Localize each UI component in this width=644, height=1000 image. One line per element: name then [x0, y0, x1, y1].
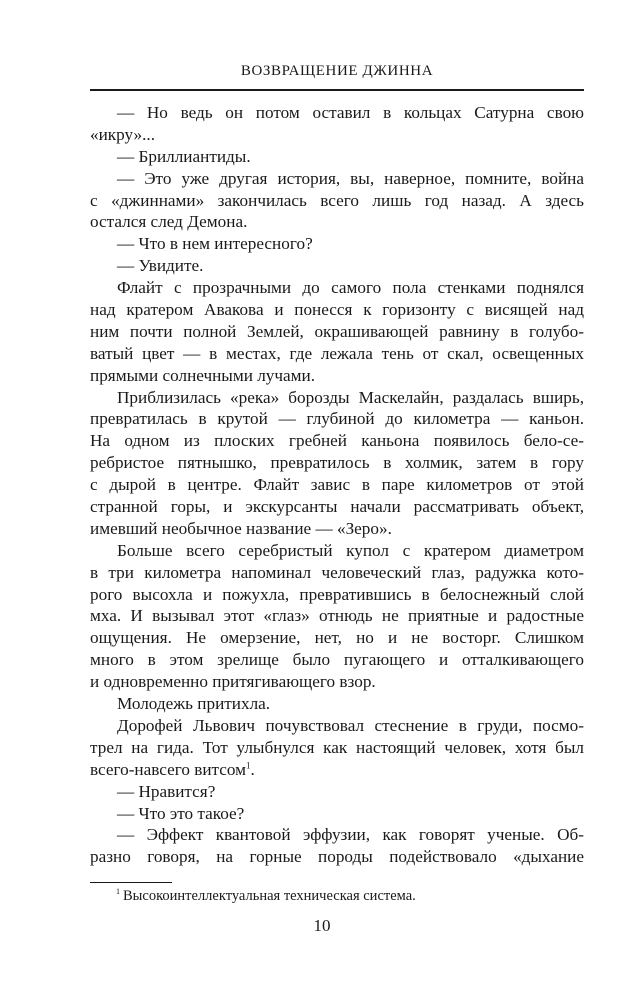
text-line: [90, 255, 584, 277]
line-text: — Но ведь он потом оставил в кольцах Сатурна свою: [117, 103, 584, 122]
text-line: [90, 321, 584, 343]
text-line: [90, 452, 584, 474]
body-text: [90, 102, 584, 868]
text-line: [90, 759, 584, 781]
text-line: [90, 365, 584, 387]
header-rule: [90, 89, 584, 91]
line-text: — Это уже другая история, вы, наверное, помните, война: [117, 168, 584, 188]
text-line: [90, 540, 584, 562]
line-text: На одном из плоских гребней каньона появилось бело-се-: [90, 431, 584, 451]
text-line: [90, 693, 584, 715]
line-text: всего-навсего витсом: [90, 759, 247, 779]
line-text: мха. И вызывал этот «глаз» отнюдь не приятные и радостные: [90, 606, 584, 626]
line-text: — Увидите.: [117, 256, 204, 276]
text-line: [90, 737, 584, 759]
text-line: [90, 408, 584, 430]
line-text: Больше всего серебристый купол с кратером диаметром: [117, 540, 584, 560]
text-line: [90, 803, 584, 825]
line-text: — Что в нем интересного?: [117, 234, 313, 254]
line-text: над кратером Авакова и понесся к горизонту с висящей над: [90, 300, 584, 320]
text-line: [90, 190, 584, 212]
line-text: разно говоря, на горные породы подействовало «дыхание: [90, 847, 584, 867]
text-line: [90, 627, 584, 649]
text-line: [90, 671, 584, 693]
line-text: — Что это такое?: [117, 803, 245, 823]
text-line: [90, 146, 584, 168]
text-line: [90, 124, 584, 146]
line-text: остался след Демона.: [90, 212, 248, 232]
text-line: [90, 846, 584, 868]
running-header: ВОЗВРАЩЕНИЕ ДЖИННА: [240, 63, 434, 79]
line-text: Приблизилась «река» борозды Маскелайн, раздалась вширь,: [117, 387, 584, 407]
line-text: — Бриллиантиды.: [117, 146, 251, 166]
text-line: [90, 299, 584, 321]
text-line: [90, 584, 584, 606]
line-text: Дорофей Львович почувствовал стеснение в груди, посмо-: [117, 715, 584, 735]
line-text: Флайт с прозрачными до самого пола стенками поднялся: [117, 278, 584, 298]
line-text: рого высохла и пожухла, превратившись в белоснежный слой: [90, 584, 584, 604]
line-text: странной горы, и экскурсанты начали рассматривать объект,: [90, 497, 584, 517]
line-text: с дырой в центре. Флайт завис в паре километров от этой: [90, 475, 584, 495]
line-text: прямыми солнечными лучами.: [90, 365, 316, 385]
line-text: ватый цвет — в местах, где лежала тень от скал, освещенных: [90, 343, 584, 363]
line-text: в три километра напоминал человеческий глаз, радужка кото-: [90, 562, 584, 582]
text-line: [90, 518, 584, 540]
line-text: — Нравится?: [117, 781, 216, 801]
line-text: трел на гида. Тот улыбнулся как настоящий человек, хотя был: [90, 737, 584, 757]
text-line: [90, 387, 584, 409]
footnote-marker: 1: [116, 887, 120, 897]
line-text: «икру»...: [90, 124, 156, 144]
line-text: — Эффект квантовой эффузии, как говорят ученые. Об-: [117, 825, 584, 845]
text-line: [90, 277, 584, 299]
page-number: 10: [313, 916, 331, 935]
line-text: имевший необычное название — «Зеро».: [90, 518, 392, 538]
text-line: [90, 474, 584, 496]
text-line: [90, 605, 584, 627]
footnote-reference[interactable]: 1: [246, 759, 251, 770]
line-text: ребристое пятнышко, превратилось в холмик, затем в гору: [90, 453, 584, 473]
text-line: [90, 168, 584, 190]
line-text: ощущения. Не омерзение, нет, но и не восторг. Слишком: [90, 628, 584, 648]
text-line: [90, 496, 584, 518]
footnote: [116, 888, 416, 905]
text-line: [90, 715, 584, 737]
line-text: Молодежь притихла.: [117, 694, 271, 714]
text-line: [90, 824, 584, 846]
text-line: [90, 781, 584, 803]
line-text: и одновременно притягивающего взор.: [90, 672, 376, 692]
text-line: [90, 102, 584, 124]
text-line: [90, 343, 584, 365]
text-line: [90, 562, 584, 584]
text-line: [90, 649, 584, 671]
text-line: [90, 233, 584, 255]
line-text: ним почти полной Землей, окрашивающей равнину в голубо-: [90, 321, 584, 341]
line-tail: .: [250, 759, 255, 779]
text-line: [90, 430, 584, 452]
footnote-text: Высокоинтеллектуальная техническая система.: [123, 888, 416, 904]
line-text: много в этом зрелище было пугающего и отталкивающего: [90, 650, 584, 670]
text-line: [90, 211, 584, 233]
line-text: с «джиннами» закончилась всего лишь год назад. А здесь: [90, 190, 584, 210]
footnote-rule: [90, 882, 172, 883]
line-text: превратилась в крутой — глубиной до километра — каньон.: [90, 409, 584, 429]
